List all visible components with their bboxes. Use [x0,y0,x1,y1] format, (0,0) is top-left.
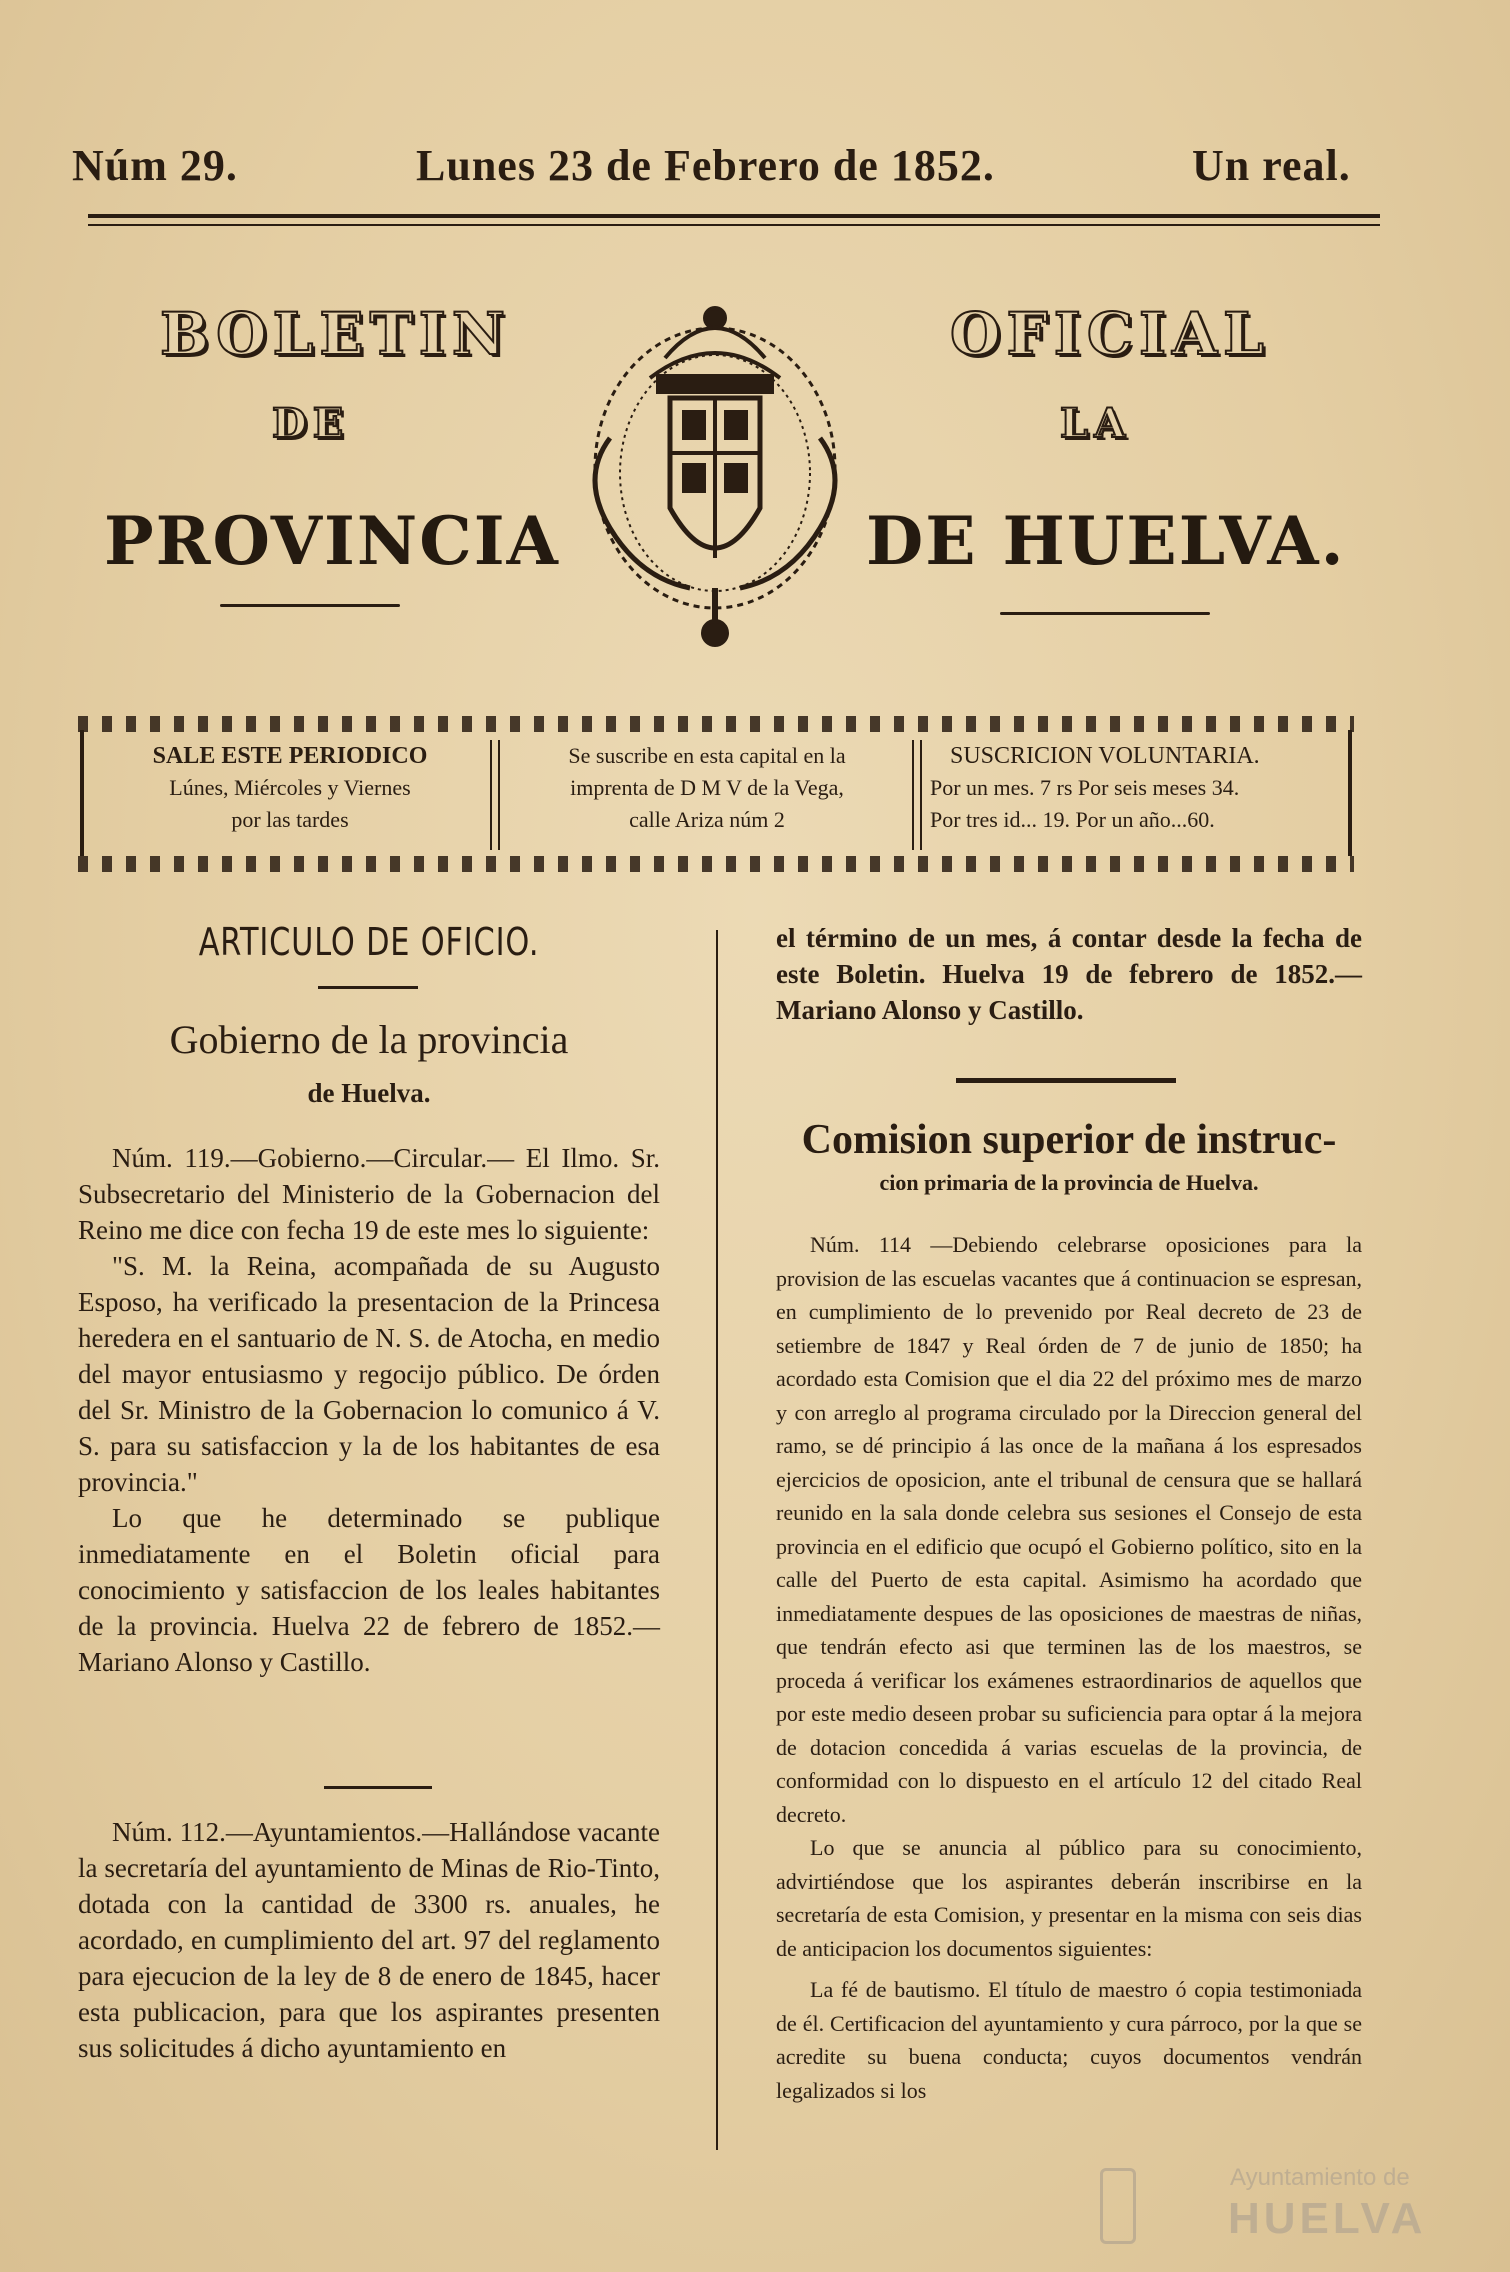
left-heading: Gobierno de la provincia [169,1017,569,1062]
right-p3: La fé de bautismo. El título de maestro ó copia testimoniada de él. Certificacion del ayuntamiento y cura párroco, por la que se acredite su buena conducta; cuyos documentos vendrán legalizados si los [776,1977,1362,2103]
masthead-de: DE [272,400,350,447]
issue-date: Lunes 23 de Febrero de 1852. [416,141,995,190]
info-divider-2a [912,740,914,850]
right-p1: Núm. 114 —Debiendo celebrarse oposiciones para la provision de las escuelas vacantes que á continuacion se espresan, en cumplimiento de lo prevenido por Real decreto de 23 de setiembre de 1847 y Real órden de 7 de junio de 1850; ha acordado esta Comision que el dia 22 del próximo mes de marzo y con arreglo al programa circulado por la Direccion general del ramo, se dé principio á las once de la mañana á los espresados ejercicios de oposicion, ante el tribunal de censura que se hallará reunido en la sala donde celebra sus sesiones el Consejo de esta provincia en el edificio que ocupó el Gobierno político, sito en la calle del Puerto de esta capital. Asimismo ha acordado que inmediatamente despues de las oposiciones de maestras de niñas, que tendrán efecto asi que terminen las de los maestros, se proceda á verificar los exámenes estraordinarios de aquellos que por este medio deseen probar su suficiencia para optar á la mejora de dotacion concedida á varias escuelas de la provincia, de conformidad con lo dispuesto en el artículo 12 del citado Real decreto. [776,1232,1362,1827]
info-subscription-place [512,740,902,836]
info-subscription-prices [930,740,1340,836]
masthead-provincia: PROVINCIA [104,502,560,580]
info-divider-1a [490,740,492,850]
right-continuation [776,920,1362,1028]
masthead-de-huelva: DE HUELVA. [866,502,1346,580]
left-p2: "S. M. la Reina, acompañada de su Augusto Esposo, ha verificado la presentacion de la Princesa heredera en el santuario de N. S. de Atocha, en medio del mayor entusiasmo y regocijo público. De órden del Sr. Ministro de la Gobernacion lo comunico á V. S. para su satisfaccion y la de los habitantes de esa provincia." [78,1251,660,1497]
info-left-line1: SALE ESTE PERIODICO [152,743,428,769]
watermark-line2: HUELVA [1228,2194,1427,2243]
info-center-line3: calle Ariza núm 2 [629,807,785,832]
left-article-1 [78,1140,660,1680]
column-divider [716,930,718,2150]
info-left-line3: por las tardes [231,807,349,832]
section-rule [318,986,418,989]
flourish-left [220,604,400,607]
right-separator [956,1078,1176,1083]
info-center-line1: Se suscribe en esta capital en la [568,743,846,768]
info-left-line2: Lúnes, Miércoles y Viernes [169,775,411,800]
masthead-boletin: BOLETIN [160,300,511,368]
watermark-logo-icon [1100,2168,1136,2244]
right-heading: Comision superior de instruc- [801,1117,1337,1163]
left-p3: Lo que he determinado se publique inmediatamente en el Boletin oficial para conocimiento y satisfaccion de los leales habitantes de la provincia. Huelva 22 de febrero de 1852.—Mariano Alonso y Castillo. [78,1503,660,1677]
left-p1: Núm. 119.—Gobierno.—Circular.— El Ilmo. Sr. Subsecretario del Ministerio de la Gobernacion del Reino me dice con fecha 19 de este mes lo siguiente: [78,1143,660,1245]
info-right-line2: Por un mes. 7 rs Por seis meses 34. [930,775,1240,800]
issue-number: Núm 29. [72,141,238,190]
info-box-border-bottom [78,856,1354,872]
issue-price: Un real. [1192,141,1351,190]
left-p4: Núm. 112.—Ayuntamientos.—Hallándose vacante la secretaría del ayuntamiento de Minas de Rio-Tinto, dotada con la cantidad de 3300 rs. anuales, he acordado, en cumplimiento del art. 97 del reglamento para ejecucion de la ley de 8 de enero de 1845, hacer esta publicacion, para que los aspirantes presenten sus solicitudes á dicho ayuntamiento en [78,1817,660,2063]
info-right-line1: SUSCRICION VOLUNTARIA. [950,743,1260,769]
right-p2: Lo que se anuncia al público para su conocimiento, advirtiéndose que los aspirantes deberán inscribirse en la secretaría de esta Comision, y presentar en la misma con seis dias de anticipacion los documentos siguientes: [776,1835,1362,1961]
info-divider-1b [498,740,500,850]
header-rule-bottom [88,224,1380,226]
right-p0: el término de un mes, á contar desde la fecha de este Boletin. Huelva 19 de febrero de 1852.—Mariano Alonso y Castillo. [776,923,1362,1025]
flourish-right [1000,612,1210,615]
info-box-border-right [1348,730,1352,856]
info-divider-2b [920,740,922,850]
left-article-separator [324,1786,432,1789]
left-article-2 [78,1814,660,2066]
header-rule-top [88,214,1380,218]
watermark-line1: Ayuntamiento de [1230,2164,1410,2191]
masthead-oficial: OFICIAL [950,300,1270,368]
section-title: ARTICULO DE OFICIO. [198,920,540,964]
info-box-border-top [78,716,1354,732]
right-article [776,1228,1362,2107]
left-subheading: de Huelva. [307,1078,431,1108]
masthead-la: LA [1060,400,1132,447]
info-publication-days [100,740,480,836]
info-right-line3: Por tres id... 19. Por un año...60. [930,807,1215,832]
coat-of-arms-icon [570,288,860,658]
info-box-border-left [80,730,84,856]
right-subheading: cion primaria de la provincia de Huelva. [879,1170,1259,1195]
info-center-line2: imprenta de D M V de la Vega, [570,775,844,800]
